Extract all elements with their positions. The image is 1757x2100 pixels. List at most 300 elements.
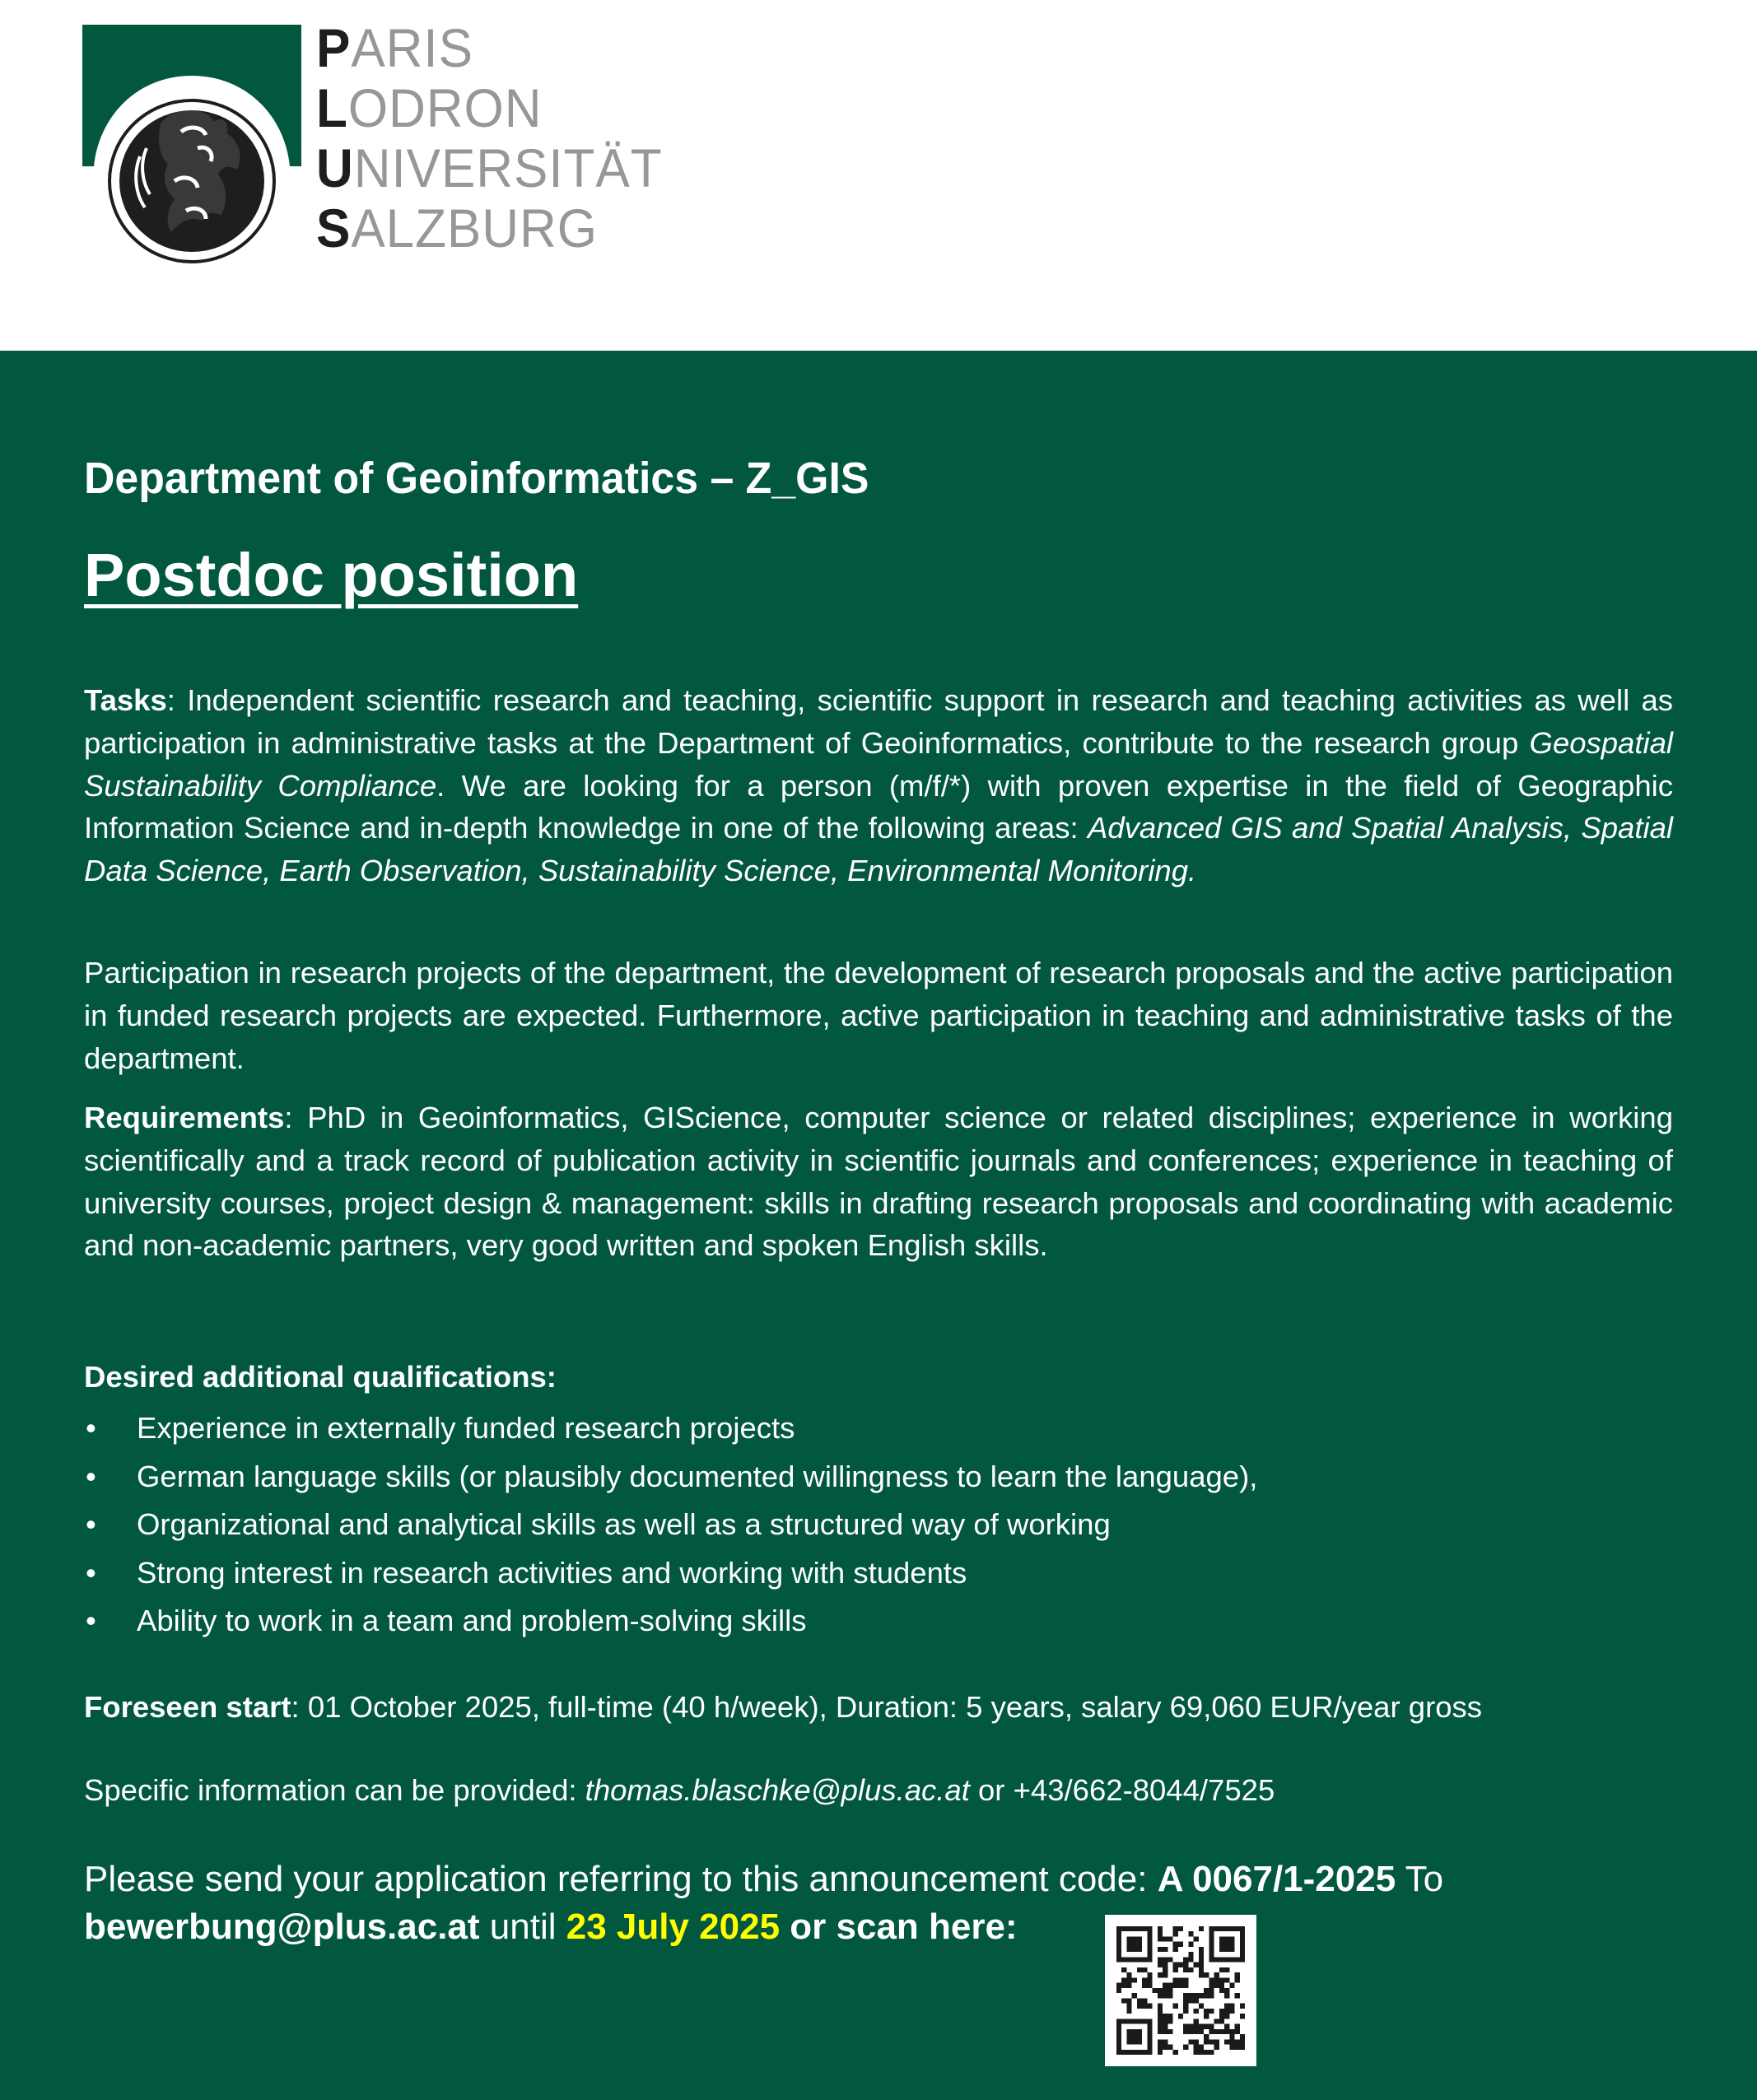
qr-module (1214, 1972, 1219, 1977)
qr-module (1209, 1936, 1214, 1941)
qr-module (1199, 1952, 1204, 1957)
qr-module (1126, 1957, 1131, 1962)
qr-module (1219, 1947, 1224, 1952)
qr-module (1132, 1947, 1137, 1952)
foreseen-start: Foreseen start: 01 October 2025, full-time (40 h/week), Duration: 5 years, salary 69,060 EUR/year gross (84, 1690, 1483, 1724)
qualifications-list (84, 1404, 1673, 1646)
qr-module (1224, 2024, 1229, 2029)
qr-module (1183, 1998, 1188, 2003)
qr-module (1219, 1942, 1224, 1947)
qr-module (1219, 1957, 1224, 1962)
qr-module (1199, 1963, 1204, 1967)
qr-module (1163, 2014, 1167, 2019)
qr-module (1199, 1967, 1204, 1972)
qr-module (1126, 2019, 1131, 2023)
qr-module (1147, 2004, 1152, 2009)
qr-module (1126, 2009, 1131, 2014)
logo-line-paris: PARIS (316, 17, 473, 78)
department-heading: Department of Geoinformatics – Z_GIS (84, 454, 869, 503)
qr-module (1219, 1977, 1224, 1982)
qr-module (1126, 1947, 1131, 1952)
qr-module (1147, 1931, 1152, 1936)
qr-module (1142, 1983, 1147, 1988)
qr-module (1235, 2039, 1240, 2044)
qr-module (1188, 2029, 1193, 2034)
requirements-label: Requirements (84, 1101, 285, 1134)
qr-module (1224, 1936, 1229, 1941)
list-item: • German language skills (or plausibly documented willingness to learn the language), (84, 1453, 1673, 1502)
qr-module (1178, 1942, 1183, 1947)
qr-module (1178, 1926, 1183, 1931)
qr-module (1219, 1936, 1224, 1941)
qr-module (1137, 2029, 1142, 2034)
qr-module (1214, 1983, 1219, 1988)
qr-module (1229, 2029, 1234, 2034)
qr-module (1235, 1926, 1240, 1931)
qr-module (1209, 2029, 1214, 2034)
qr-module (1173, 1977, 1178, 1982)
qr-module (1163, 2019, 1167, 2023)
qr-module (1158, 1993, 1163, 1998)
qr-module (1158, 2024, 1163, 2029)
qr-module (1137, 2039, 1142, 2044)
qr-module (1132, 1936, 1137, 1941)
qr-module (1158, 2029, 1163, 2034)
qr-module (1163, 1963, 1167, 1967)
bullet-icon: • (86, 1507, 96, 1541)
qr-module (1204, 2024, 1209, 2029)
qr-module (1121, 1967, 1126, 1972)
application-line-2: bewerbung@plus.ac.at until 23 July 2025 or scan here: (84, 1907, 1018, 1947)
qr-module (1188, 1993, 1193, 1998)
qr-module (1126, 2029, 1131, 2034)
qr-module (1126, 1936, 1131, 1941)
application-email-link[interactable]: bewerbung@plus.ac.at (84, 1907, 480, 1947)
qr-module (1224, 1993, 1229, 1998)
qr-module (1199, 1926, 1204, 1931)
qr-module (1209, 2050, 1214, 2055)
qr-module (1132, 2039, 1137, 2044)
qr-module (1188, 1957, 1193, 1962)
qr-module (1158, 1972, 1163, 1977)
qr-module (1214, 1977, 1219, 1982)
qr-module (1137, 1957, 1142, 1962)
qr-module (1229, 1926, 1234, 1931)
qr-module (1209, 1993, 1214, 1998)
qr-module (1158, 2004, 1163, 2009)
research-group-name: Geospatial Sustainability Compliance (84, 725, 1673, 803)
bullet-icon: • (86, 1604, 96, 1637)
qr-module (1163, 1972, 1167, 1977)
qr-module (1167, 1983, 1172, 1988)
qr-module (1224, 2014, 1229, 2019)
qr-module (1214, 2019, 1219, 2023)
qr-module (1147, 1926, 1152, 1931)
qr-module (1116, 2024, 1121, 2029)
qr-module (1137, 2050, 1142, 2055)
qr-module (1235, 1957, 1240, 1962)
qr-module (1209, 1926, 1214, 1931)
foreseen-start-label: Foreseen start (84, 1690, 291, 1724)
qualifications-section (84, 1357, 1673, 1646)
qr-module (1121, 1977, 1126, 1982)
qr-module (1183, 2045, 1188, 2050)
list-item: • Organizational and analytical skills as well as a structured way of working (84, 1501, 1673, 1549)
qr-module (1229, 1942, 1234, 1947)
qr-module (1147, 2034, 1152, 2039)
qr-module (1163, 1983, 1167, 1988)
qr-module (1199, 2029, 1204, 2034)
qr-module (1219, 1988, 1224, 1993)
announcement-panel (0, 351, 1757, 2100)
qr-module (1126, 1977, 1131, 1982)
qr-module (1132, 2050, 1137, 2055)
qr-module (1209, 1942, 1214, 1947)
qr-module (1126, 1942, 1131, 1947)
qr-module (1240, 1931, 1245, 1936)
qr-module (1116, 1952, 1121, 1957)
qr-module (1142, 2019, 1147, 2023)
qr-module (1147, 1983, 1152, 1988)
qr-code-pattern (1116, 1926, 1245, 2055)
qr-module (1194, 2039, 1199, 2044)
qr-module (1199, 1957, 1204, 1962)
list-item: • Ability to work in a team and problem-solving skills (84, 1597, 1673, 1646)
qr-module (1204, 2050, 1209, 2055)
qr-module (1163, 1988, 1167, 1993)
qr-module (1199, 2004, 1204, 2009)
qr-module (1147, 1947, 1152, 1952)
qr-module (1163, 1936, 1167, 1941)
qr-module (1116, 1988, 1121, 1993)
qr-module (1209, 1931, 1214, 1936)
qr-module (1209, 1957, 1214, 1962)
qr-module (1137, 2019, 1142, 2023)
qr-module (1229, 2009, 1234, 2014)
qr-module (1158, 2039, 1163, 2044)
qr-module (1183, 1977, 1188, 1982)
qr-module (1158, 2014, 1163, 2019)
qr-module (1235, 1977, 1240, 1982)
qr-module (1204, 2014, 1209, 2019)
qr-module (1163, 2045, 1167, 2050)
qr-module (1137, 1998, 1142, 2003)
qr-module (1240, 1952, 1245, 1957)
qr-module (1209, 2009, 1214, 2014)
qr-module (1132, 2029, 1137, 2034)
qr-module (1126, 1926, 1131, 1931)
logo-line-salzburg: SALZBURG (316, 198, 598, 258)
qr-module (1173, 1926, 1178, 1931)
qr-module (1116, 1983, 1121, 1988)
participation-paragraph: Participation in research projects of the department, the development of research proposals and the active participation in funded research projects are expected. Furthermore, active participation in teaching and administrative tasks of the department. (84, 956, 1673, 1075)
qr-module (1229, 2045, 1234, 2050)
qr-module (1199, 2045, 1204, 2050)
qr-module (1137, 1942, 1142, 1947)
qr-module (1142, 1998, 1147, 2003)
qr-module (1116, 1926, 1121, 1931)
qr-module (1147, 2045, 1152, 2050)
qr-module (1132, 1926, 1137, 1931)
qr-module (1116, 2029, 1121, 2034)
requirements-paragraph: Requirements: PhD in Geoinformatics, GIScience, computer science or related disciplines; experience in working scientifically and a track record of publication activity in scientific journals and conferences; experience in teaching of university courses, project design & management: skills in drafting research proposals and coordinating with academic and non-academic partners, very good written and spoken English skills. (84, 1101, 1673, 1263)
qr-module (1224, 1926, 1229, 1931)
qr-module (1147, 1942, 1152, 1947)
qr-module (1240, 1936, 1245, 1941)
application-line-1: Please send your application referring to this announcement code: A 0067/1-2025 To (84, 1859, 1444, 1899)
qr-module (1204, 1993, 1209, 1998)
qr-module (1194, 1998, 1199, 2003)
qr-module (1158, 2009, 1163, 2014)
qr-module (1178, 1983, 1183, 1988)
qr-module (1224, 1957, 1229, 1962)
expertise-areas: Advanced GIS and Spatial Analysis, Spatial Data Science, Earth Observation, Sustainability Science, Environmental Monitoring. (84, 811, 1673, 888)
qr-module (1224, 1977, 1229, 1982)
qr-module (1147, 2019, 1152, 2023)
qr-module (1235, 2024, 1240, 2029)
qr-module (1126, 2050, 1131, 2055)
qr-module (1194, 1936, 1199, 1941)
qr-module (1219, 2029, 1224, 2034)
qr-module (1147, 1977, 1152, 1982)
qr-module (1183, 2009, 1188, 2014)
qr-module (1199, 1972, 1204, 1977)
qr-module (1219, 1967, 1224, 1972)
qr-module (1240, 2039, 1245, 2044)
qr-module (1188, 1931, 1193, 1936)
qr-module (1116, 1936, 1121, 1941)
bullet-icon: • (86, 1459, 96, 1493)
qr-module (1163, 1967, 1167, 1972)
qr-module (1126, 1972, 1131, 1977)
application-deadline: 23 July 2025 (566, 1907, 781, 1947)
qr-module (1199, 1993, 1204, 1998)
qr-module (1204, 2009, 1209, 2014)
qr-module (1116, 2019, 1121, 2023)
qr-module (1142, 1967, 1147, 1972)
qr-module (1137, 1947, 1142, 1952)
qr-module (1224, 2039, 1229, 2044)
qr-module (1229, 1957, 1234, 1962)
qr-module (1229, 2004, 1234, 2009)
qr-module (1147, 1972, 1152, 1977)
qr-module (1199, 1947, 1204, 1952)
bullet-icon: • (86, 1411, 96, 1445)
qr-module (1167, 1993, 1172, 1998)
qualifications-heading: Desired additional qualifications: (84, 1360, 557, 1394)
qr-module (1126, 2004, 1131, 2009)
qr-module (1137, 2034, 1142, 2039)
qr-module (1121, 1957, 1126, 1962)
qr-module (1132, 1993, 1137, 1998)
qr-module (1116, 1931, 1121, 1936)
qr-module (1121, 2050, 1126, 2055)
qr-module (1240, 2045, 1245, 2050)
qr-module (1147, 1957, 1152, 1962)
qr-module (1147, 1952, 1152, 1957)
qr-module (1173, 2050, 1178, 2055)
qr-module (1142, 2050, 1147, 2055)
qr-module (1158, 2045, 1163, 2050)
qr-module (1158, 1926, 1163, 1931)
qr-module (1194, 2019, 1199, 2023)
qr-module (1158, 1963, 1163, 1967)
contact-email-link[interactable]: thomas.blaschke@plus.ac.at (585, 1773, 970, 1807)
qr-module (1214, 1957, 1219, 1962)
qr-module (1219, 2019, 1224, 2023)
qr-module (1240, 2014, 1245, 2019)
qr-module (1167, 2019, 1172, 2023)
qr-module (1194, 2009, 1199, 2014)
qr-module (1194, 1963, 1199, 1967)
qr-module (1167, 2029, 1172, 2034)
bullet-icon: • (86, 1555, 96, 1590)
qr-module (1173, 2004, 1178, 2009)
qr-module (1132, 2034, 1137, 2039)
qr-module (1224, 1967, 1229, 1972)
qr-module (1137, 1926, 1142, 1931)
qr-module (1214, 2045, 1219, 2050)
qr-module (1199, 2024, 1204, 2029)
qr-module (1194, 2029, 1199, 2034)
qr-module (1121, 1926, 1126, 1931)
qr-module (1173, 1967, 1178, 1972)
qr-module (1209, 2024, 1214, 2029)
qr-module (1183, 2004, 1188, 2009)
qr-module (1167, 1936, 1172, 1941)
qr-module (1126, 1983, 1131, 1988)
list-item: • Strong interest in research activities and working with students (84, 1549, 1673, 1598)
qr-module (1126, 2034, 1131, 2039)
qr-module (1173, 1947, 1178, 1952)
qr-module (1173, 1983, 1178, 1988)
qr-code-icon[interactable] (1105, 1915, 1256, 2066)
qr-module (1240, 1947, 1245, 1952)
qr-module (1163, 2024, 1167, 2029)
qr-module (1158, 1947, 1163, 1952)
qr-module (1194, 1993, 1199, 1998)
qr-module (1132, 1957, 1137, 1962)
qr-module (1224, 2029, 1229, 2034)
qr-module (1188, 1952, 1193, 1957)
qr-module (1209, 1977, 1214, 1982)
qr-module (1116, 2050, 1121, 2055)
qr-module (1235, 2029, 1240, 2034)
qr-module (1183, 1963, 1188, 1967)
qr-module (1188, 1998, 1193, 2003)
tasks-paragraph: Tasks: Independent scientific research and teaching, scientific support in research and teaching activities as well as participation in administrative tasks at the Department of Geoinformatics, contribute to the research group Geospatial Sustainability Compliance. We are looking for a person (m/f/*) with proven expertise in the field of Geographic Information Science and in-depth knowledge in one of the following areas: Advanced GIS and Spatial Analysis, Spatial Data Science, Earth Observation, Sustainability Science, Environmental Monitoring. (84, 683, 1674, 888)
qr-module (1183, 2024, 1188, 2029)
qr-module (1173, 1942, 1178, 1947)
qr-module (1142, 1957, 1147, 1962)
qr-module (1116, 1947, 1121, 1952)
qr-module (1167, 1957, 1172, 1962)
qr-module (1163, 1947, 1167, 1952)
qr-module (1204, 1988, 1209, 1993)
qr-module (1194, 2045, 1199, 2050)
qr-module (1158, 2019, 1163, 2023)
qr-module (1132, 1942, 1137, 1947)
qr-module (1188, 2024, 1193, 2029)
qr-module (1167, 1988, 1172, 1993)
qr-module (1137, 1967, 1142, 1972)
tasks-label: Tasks (84, 683, 167, 717)
qr-module (1204, 2034, 1209, 2039)
qr-module (1209, 1983, 1214, 1988)
qr-module (1116, 2039, 1121, 2044)
qr-module (1194, 2050, 1199, 2055)
qr-module (1229, 1947, 1234, 1952)
qr-module (1158, 2050, 1163, 2055)
qr-module (1178, 1977, 1183, 1982)
logo-line-universitat: UNIVERSITÄT (316, 137, 663, 198)
qr-module (1142, 1926, 1147, 1931)
qr-module (1126, 1998, 1131, 2003)
qr-module (1240, 1957, 1245, 1962)
qr-module (1229, 2039, 1234, 2044)
list-item: • Experience in externally funded research projects (84, 1404, 1673, 1453)
qr-module (1147, 1936, 1152, 1941)
qr-module (1209, 1952, 1214, 1957)
qr-module (1224, 2009, 1229, 2014)
qr-module (1132, 2019, 1137, 2023)
qr-module (1137, 1936, 1142, 1941)
qr-module (1116, 2045, 1121, 2050)
qr-module (1132, 1977, 1137, 1982)
qr-module (1183, 1983, 1188, 1988)
qr-module (1224, 2004, 1229, 2009)
qr-module (1219, 1983, 1224, 1988)
qr-module (1224, 1942, 1229, 1947)
qr-module (1121, 1998, 1126, 2003)
qr-module (1209, 1947, 1214, 1952)
qr-module (1188, 1967, 1193, 1972)
qr-module (1147, 2024, 1152, 2029)
qr-module (1167, 2045, 1172, 2050)
qr-module (1240, 1942, 1245, 1947)
contact-phone: +43/662-8044/7525 (1013, 1773, 1275, 1807)
qr-module (1183, 1967, 1188, 1972)
header (0, 0, 1757, 351)
qr-module (1224, 1947, 1229, 1952)
qr-module (1214, 2039, 1219, 2044)
qr-module (1116, 2034, 1121, 2039)
qr-module (1142, 1977, 1147, 1982)
qr-module (1235, 1972, 1240, 1977)
qr-module (1183, 2029, 1188, 2034)
qr-module (1163, 2039, 1167, 2044)
qr-module (1235, 2045, 1240, 2050)
qr-module (1240, 2034, 1245, 2039)
qr-module (1126, 2039, 1131, 2044)
qr-module (1178, 2014, 1183, 2019)
qr-module (1116, 1957, 1121, 1962)
qr-module (1163, 2029, 1167, 2034)
qr-module (1224, 1988, 1229, 1993)
qr-module (1158, 1931, 1163, 1936)
qr-module (1209, 2039, 1214, 2044)
qr-module (1240, 2004, 1245, 2009)
contact-info: Specific information can be provided: thomas.blaschke@plus.ac.at or +43/662-8044/7525 (84, 1773, 1275, 1807)
qr-module (1158, 1988, 1163, 1993)
qr-module (1147, 2029, 1152, 2034)
qr-module (1183, 1957, 1188, 1962)
qr-module (1121, 2019, 1126, 2023)
qr-module (1158, 1957, 1163, 1962)
qr-module (1163, 1957, 1167, 1962)
qr-module (1229, 2034, 1234, 2039)
qr-module (1204, 2039, 1209, 2044)
